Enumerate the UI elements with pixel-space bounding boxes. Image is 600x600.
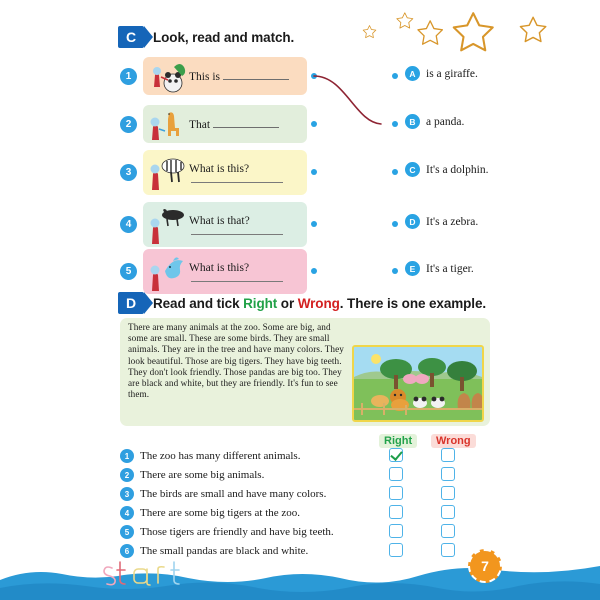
checkbox-right-4[interactable]: [389, 505, 403, 519]
statement-text-3: The birds are small and have many colors.: [140, 488, 327, 500]
page-number-badge: 7: [468, 549, 502, 583]
match-row-5[interactable]: [120, 249, 307, 294]
question-text-4: What is that?: [189, 214, 250, 227]
connector-dot-4[interactable]: [311, 221, 317, 227]
checkbox-right-5[interactable]: [389, 524, 403, 538]
decorative-stars: [358, 2, 588, 54]
answer-blank[interactable]: [191, 234, 283, 235]
question-text-3: What is this?: [189, 162, 250, 175]
connector-dot-5[interactable]: [311, 268, 317, 274]
answer-badge-c: C: [405, 162, 420, 177]
connector-dot-d[interactable]: [392, 221, 398, 227]
question-text-2: That: [189, 118, 299, 131]
statement-text-4: There are some big tigers at the zoo.: [140, 507, 301, 519]
answer-badge-e: E: [405, 261, 420, 276]
statement-number-badge: 5: [120, 525, 134, 539]
statement-row-1: [120, 449, 300, 463]
statement-row-5: [120, 525, 334, 539]
zoo-illustration: [352, 345, 484, 422]
item-number-badge: 1: [120, 68, 137, 85]
illustration-boy-with-cow: [143, 202, 189, 247]
answer-row-a[interactable]: [405, 66, 478, 81]
answer-text-b: a panda.: [426, 115, 465, 128]
statement-row-4: [120, 506, 300, 520]
statement-text-2: There are some big animals.: [140, 469, 265, 481]
question-card-2[interactable]: [143, 105, 307, 143]
question-text-wrap: [189, 215, 307, 235]
question-text-wrap: [189, 163, 307, 183]
connector-dot-c[interactable]: [392, 169, 398, 175]
checkbox-wrong-1[interactable]: [441, 448, 455, 462]
question-text-wrap: [189, 118, 307, 131]
answer-badge-a: A: [405, 66, 420, 81]
connector-dot-2[interactable]: [311, 121, 317, 127]
checkbox-wrong-4[interactable]: [441, 505, 455, 519]
answer-blank[interactable]: [213, 118, 279, 128]
column-header-right: Right: [379, 434, 417, 448]
checkbox-right-3[interactable]: [389, 486, 403, 500]
question-text-wrap: [189, 70, 307, 83]
answer-blank[interactable]: [191, 182, 283, 183]
answer-text-c: It's a dolphin.: [426, 163, 489, 176]
connector-dot-b[interactable]: [392, 121, 398, 127]
statement-number-badge: 1: [120, 449, 134, 463]
answer-badge-d: D: [405, 214, 420, 229]
answer-row-e[interactable]: [405, 261, 474, 276]
answer-text-d: It's a zebra.: [426, 215, 479, 228]
connector-dot-a[interactable]: [392, 73, 398, 79]
right-keyword: Right: [243, 295, 278, 311]
statement-number-badge: 4: [120, 506, 134, 520]
question-text-1: This is: [189, 70, 299, 83]
connector-dot-e[interactable]: [392, 268, 398, 274]
illustration-boy-with-giraffe: [143, 105, 189, 143]
checkbox-wrong-5[interactable]: [441, 524, 455, 538]
statement-number-badge: 2: [120, 468, 134, 482]
answer-badge-b: B: [405, 114, 420, 129]
question-card-1[interactable]: [143, 57, 307, 95]
section-d-title: Read and tick Right or Wrong. There is one example.: [153, 295, 487, 311]
footer-wave: [0, 554, 600, 600]
statement-text-5: Those tigers are friendly and have big teeth.: [140, 526, 334, 538]
reading-passage: There are many animals at the zoo. Some are big, and some are small. These are some birds. They are small animals. They are in the tree and have many colors. They look beautiful. Those are big tigers. They have big teeth. They don't look friendly. Those pandas are big too. They are black and white, but they are friendly. It's fun to see them.: [128, 322, 344, 400]
answer-blank[interactable]: [223, 70, 289, 80]
question-card-3[interactable]: [143, 150, 307, 195]
statement-number-badge: 6: [120, 544, 134, 558]
section-c-badge: C: [118, 26, 144, 48]
connector-dot-3[interactable]: [311, 169, 317, 175]
checkbox-right-2[interactable]: [389, 467, 403, 481]
section-d-heading: [118, 292, 486, 314]
illustration-boy-with-zebra: [143, 150, 189, 195]
statement-row-2: [120, 468, 264, 482]
illustration-boy-with-panda: [143, 57, 189, 95]
illustration-boy-with-dolphin: [143, 249, 189, 294]
section-c-title: Look, read and match.: [153, 29, 295, 45]
checkbox-right-1[interactable]: [389, 448, 403, 462]
answer-row-b[interactable]: [405, 114, 464, 129]
item-number-badge: 5: [120, 263, 137, 280]
question-text-5: What is this?: [189, 261, 250, 274]
statement-text-6: The small pandas are black and white.: [140, 545, 309, 557]
answer-blank[interactable]: [191, 281, 283, 282]
section-c-heading: [118, 26, 294, 48]
section-d-badge: D: [118, 292, 144, 314]
answer-text-e: It's a tiger.: [426, 262, 474, 275]
statement-row-3: [120, 487, 326, 501]
question-card-4[interactable]: [143, 202, 307, 247]
answer-row-c[interactable]: [405, 162, 488, 177]
match-row-1[interactable]: [120, 57, 307, 95]
checkbox-wrong-2[interactable]: [441, 467, 455, 481]
checkbox-wrong-3[interactable]: [441, 486, 455, 500]
match-row-2[interactable]: [120, 105, 307, 143]
item-number-badge: 3: [120, 164, 137, 181]
match-row-4[interactable]: [120, 202, 307, 247]
item-number-badge: 2: [120, 116, 137, 133]
footer-start-word: [96, 560, 206, 588]
question-text-wrap: [189, 262, 307, 282]
statement-number-badge: 3: [120, 487, 134, 501]
answer-text-a: is a giraffe.: [426, 67, 478, 80]
answer-row-d[interactable]: [405, 214, 478, 229]
statement-text-1: The zoo has many different animals.: [140, 450, 301, 462]
wrong-keyword: Wrong: [297, 295, 340, 311]
column-header-wrong: Wrong: [431, 434, 476, 448]
item-number-badge: 4: [120, 216, 137, 233]
connector-dot-1[interactable]: [311, 73, 317, 79]
question-card-5[interactable]: [143, 249, 307, 294]
match-row-3[interactable]: [120, 150, 307, 195]
